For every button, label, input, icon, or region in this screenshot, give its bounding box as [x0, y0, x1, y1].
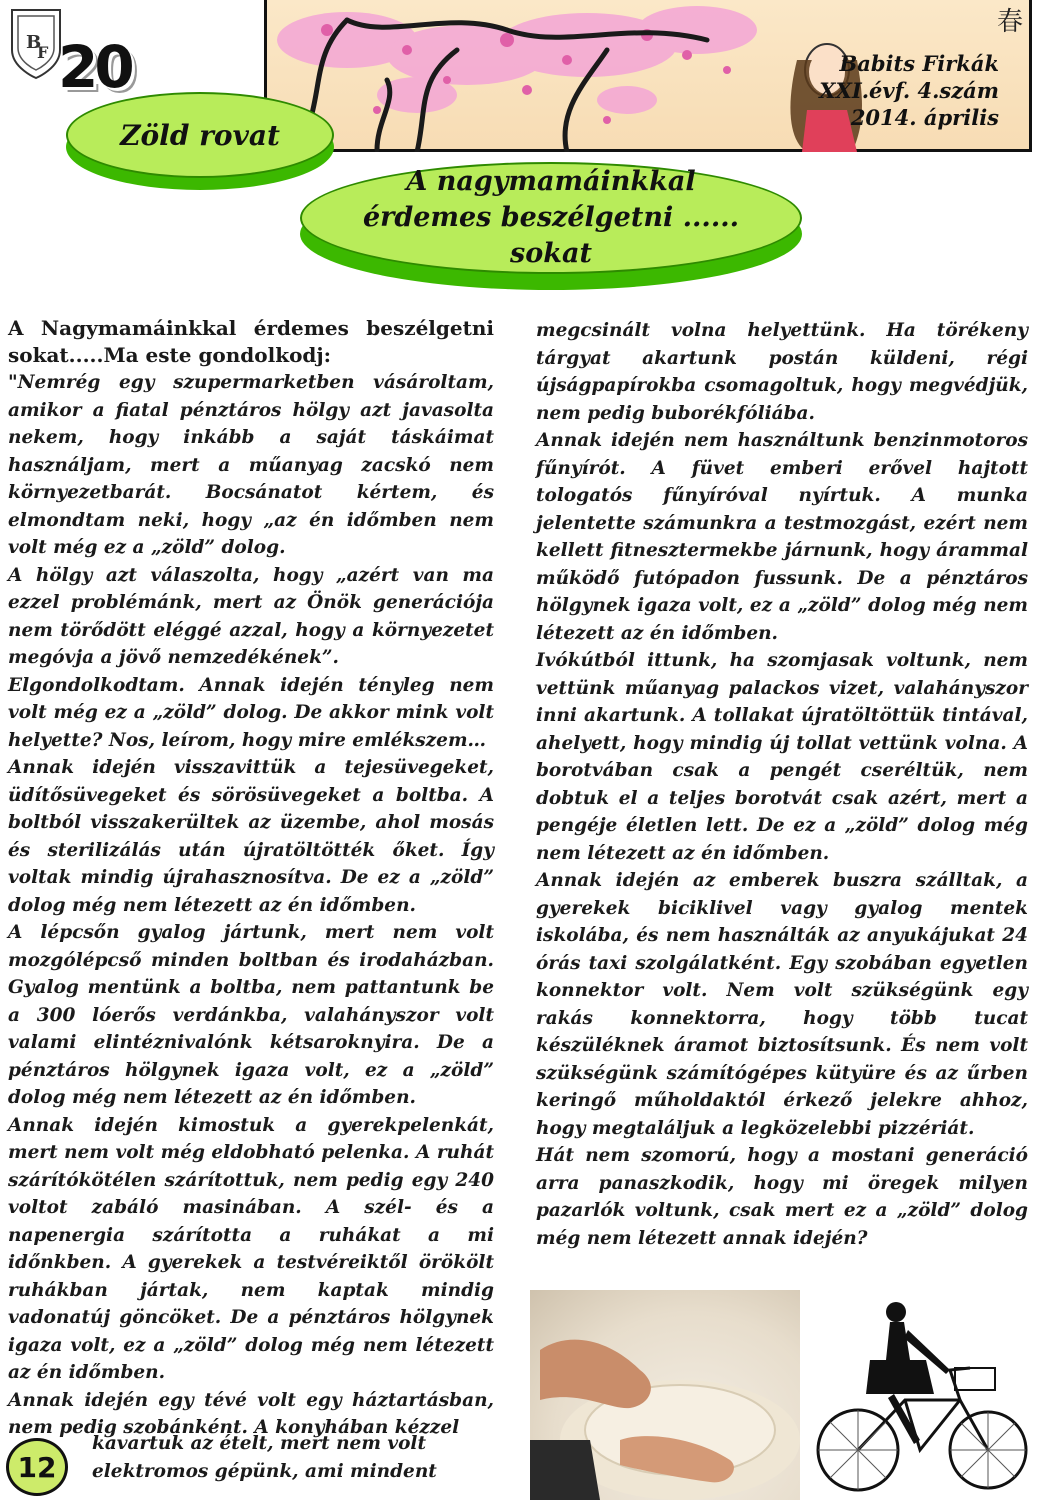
rovat-oval [66, 92, 334, 178]
paragraph: A hölgy azt válaszolta, hogy „azért van ma ezzel problémánk, mert az Önök generációja nem törődött eléggé azzal, hogy a környezetet megóvja a jövő nemzedékének”. [8, 564, 494, 668]
woman-on-bicycle-icon [810, 1290, 1030, 1500]
masthead-title: Babits Firkák [839, 51, 999, 76]
svg-text:B: B [26, 32, 42, 53]
paragraph: Ivókútból ittunk, ha szomjasak voltunk, nem vettünk műanyag palackos vizet, valahányszor inni akartunk. A tollakat újratöltöttük tintával, ahelyett, hogy mindig új tollat vettünk volna. A borotvában csak a pengét cseréltük, nem dobtuk el a teljes borotvát csak azért, mert a pengéje életlen lett. De ez a „zöld” dolog még nem létezett az én időmben. [536, 650, 1028, 864]
paragraph: Annak idején egy tévé volt egy háztartásban, nem pedig szobánként. A konyhában kézzel [8, 1389, 494, 1438]
svg-text:春: 春 [997, 7, 1024, 37]
paragraph: Annak idején az emberek buszra szálltak, a gyerekek biciklivel vagy gyalog mentek iskolába, és nem használták az anyukájukat 24 órás taxi szolgálatként. Egy szobában egyetlen konnektor volt. Nem volt szükségünk egy rakás konnektorra, hogy több tucat készüléknek áramot biztosítsunk. És nem volt szükségünk számítógépes kütyüre és az űrben keringő műholdaktól érkező jelekre ahhoz, hogy megtaláljuk a legközelebbi pizzériát. [536, 870, 1028, 1139]
paragraph: Annak idején nem használtunk benzinmotoros fűnyírót. A füvet emberi erővel hajtott tologatós fűnyíróval nyírtuk. A munka jelentette számunkra a testmozgást, ezért nem kellett fitnesztermekbe járnunk, hogy árammal működő futópadon fussunk. De a pénztáros hölgynek igaza volt, ez a „zöld” dolog még nem létezett az én időmben. [536, 430, 1028, 644]
title-oval [300, 162, 802, 274]
article-column-right [536, 317, 1028, 1252]
paragraph: "Nemrég egy szupermarketben vásároltam, amikor a fiatal pénztáros hölgy azt javasolta nekem, hogy inkább a saját táskáimat használjam, mert a műanyag zacskó nem környezetbarát. Bocsánatot kértem, és elmondtam neki, hogy „az én időmben nem volt még ez a „zöld” dolog. [8, 372, 494, 558]
rovat-label: Zöld rovat [120, 118, 280, 152]
kneading-dough-photo [530, 1290, 800, 1500]
masthead-volume: XXI.évf. 4.szám [819, 78, 999, 103]
paragraph: Annak idején kimostuk a gyerekpelenkát, mert nem volt még eldobható pelenka. A ruhát szárítókötélen szárítottuk, nem pedig egy 240 voltot zabáló masinában. A szél- és a napenergia szárította a ruhákat a mi időnkben. A gyerekek a testvéreiktől örökölt ruhákban jártak, nem kaptak mindig vadonatúj göncöket. De a pénztáros hölgynek igaza volt, ez a „zöld” dolog még nem létezett az én időmben. [8, 1114, 494, 1383]
paragraph: megcsinált volna helyettünk. Ha törékeny tárgyat akartunk postán küldeni, régi újságpapírokba csomagoltuk, hogy megvédjük, nem pedig buborékfóliába. [536, 320, 1028, 424]
masthead-date: 2014. április [850, 105, 999, 130]
masthead [819, 50, 999, 131]
article-column-left [8, 315, 494, 1442]
paragraph: Annak idején visszavittük a tejesüvegeket, üdítősüvegeket és sörösüvegeket a boltba. A boltból visszakerültek az üzembe, ahol mosás és sterilizálás után újratöltötték őket. Így voltak mindig újrahasznosítva. De ez a „zöld” dolog még nem létezett az én időmben. [8, 757, 494, 916]
paragraph: A lépcsőn gyalog jártunk, mert nem volt mozgólépcső minden boltban és irodaházban. Gyalog mentünk a boltba, nem pattantunk be a 300 lóerős verdánkba, valahányszor volt valami elintéznivalónk kétsaroknyira. De a pénztáros hölgynek igaza volt, ez a „zöld” dolog még nem létezett az én időmben. [8, 922, 494, 1108]
article-title: A nagymamáinkkal érdemes beszélgetni ...... sokat [362, 166, 740, 269]
article-intro: A Nagymamáinkkal érdemes beszélgetni sokat.....Ma este gondolkodj: [8, 316, 494, 367]
article-column-left-tail [92, 1430, 452, 1485]
header-banner [264, 0, 1032, 152]
anniversary-number: 20 [58, 33, 131, 101]
svg-text:F: F [37, 43, 49, 62]
paragraph: Hát nem szomorú, hogy a mostani generáció arra panaszkodik, hogy mi öregek milyen pazarlók voltunk, csak mert ez a „zöld” dolog még nem létezett annak idején? [536, 1145, 1028, 1249]
paragraph: kavartuk az ételt, mert nem volt elektromos gépünk, ami mindent [92, 1433, 437, 1482]
school-emblem-icon [6, 4, 66, 82]
page-number: 12 [6, 1438, 68, 1496]
paragraph: Elgondolkodtam. Annak idején tényleg nem volt még ez a „zöld” dolog. De akkor mink volt helyette? Nos, leírom, hogy mire emlékszem… [8, 674, 494, 751]
